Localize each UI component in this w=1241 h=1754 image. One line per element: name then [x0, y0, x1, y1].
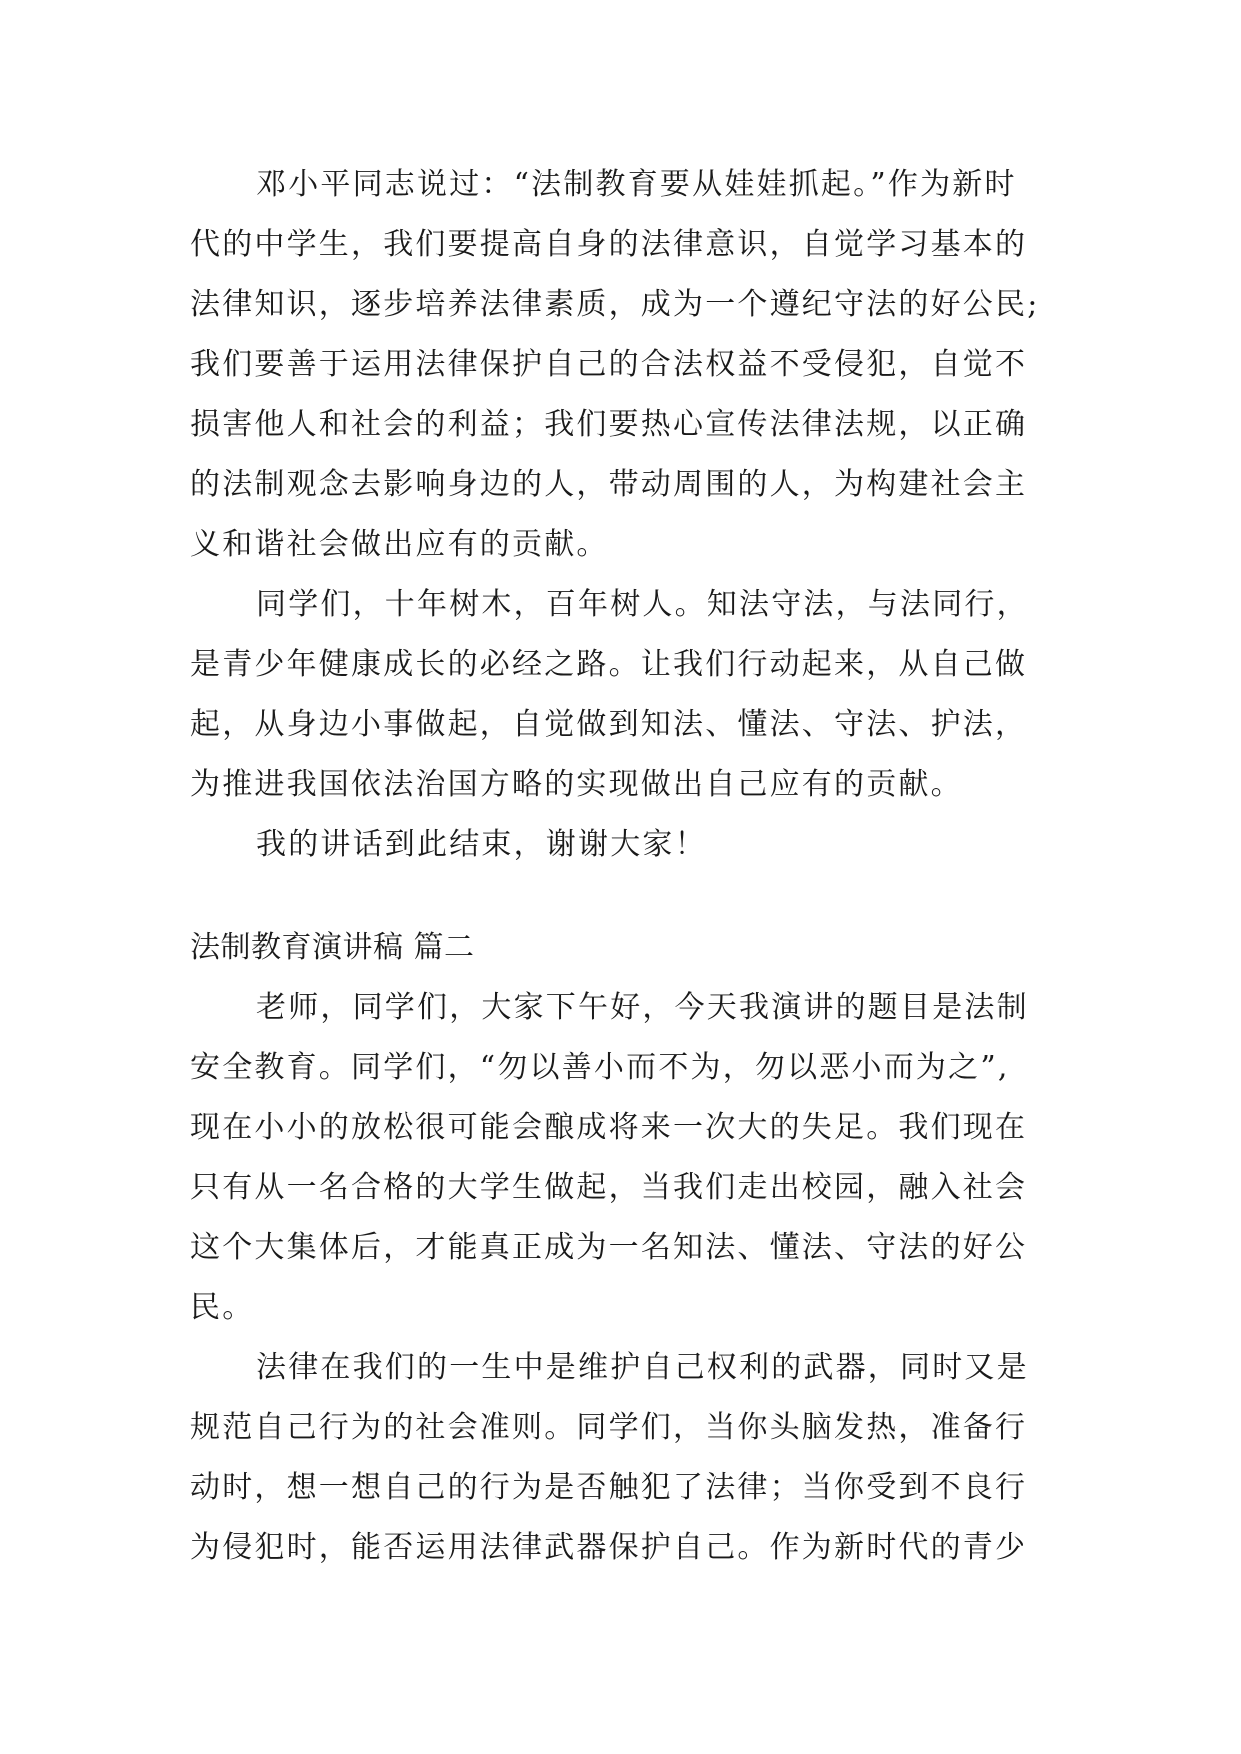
paragraph-line: 邓小平同志说过：“法制教育要从娃娃抓起。”作为新时	[256, 167, 1017, 202]
paragraph-line: 是青少年健康成长的必经之路。让我们行动起来，从自己做	[190, 647, 1028, 682]
paragraph-line: 规范自己行为的社会准则。同学们，当你头脑发热，准备行	[190, 1410, 1028, 1445]
paragraph-line: 只有从一名合格的大学生做起，当我们走出校园，融入社会	[190, 1170, 1028, 1205]
paragraph-line: 现在小小的放松很可能会酿成将来一次大的失足。我们现在	[190, 1110, 1028, 1145]
paragraph-line: 起，从身边小事做起，自觉做到知法、懂法、守法、护法，	[190, 707, 1028, 742]
paragraph-line: 老师，同学们，大家下午好，今天我演讲的题目是法制	[256, 990, 1029, 1025]
paragraph-line: 我的讲话到此结束，谢谢大家！	[256, 827, 707, 862]
paragraph-line: 损害他人和社会的利益；我们要热心宣传法律法规，以正确	[190, 407, 1028, 442]
paragraph-line: 为推进我国依法治国方略的实现做出自己应有的贡献。	[190, 767, 963, 802]
paragraph-line: 同学们，十年树木，百年树人。知法守法，与法同行，	[256, 587, 1029, 622]
paragraph-line: 为侵犯时，能否运用法律武器保护自己。作为新时代的青少	[190, 1530, 1028, 1565]
paragraph-line: 法律知识，逐步培养法律素质，成为一个遵纪守法的好公民;	[190, 287, 1040, 322]
paragraph-line: 代的中学生，我们要提高自身的法律意识，自觉学习基本的	[190, 227, 1028, 262]
paragraph-line: 法律在我们的一生中是维护自己权利的武器，同时又是	[256, 1350, 1029, 1385]
section-heading: 法制教育演讲稿 篇二	[190, 930, 475, 965]
paragraph-line: 这个大集体后，才能真正成为一名知法、懂法、守法的好公	[190, 1230, 1028, 1265]
paragraph-line: 安全教育。同学们，“勿以善小而不为，勿以恶小而为之”,	[190, 1050, 1010, 1085]
paragraph-line: 我们要善于运用法律保护自己的合法权益不受侵犯，自觉不	[190, 347, 1028, 382]
paragraph-line: 民。	[190, 1290, 255, 1325]
paragraph-line: 义和谐社会做出应有的贡献。	[190, 527, 609, 562]
paragraph-line: 的法制观念去影响身边的人，带动周围的人，为构建社会主	[190, 467, 1028, 502]
paragraph-line: 动时，想一想自己的行为是否触犯了法律；当你受到不良行	[190, 1470, 1028, 1505]
